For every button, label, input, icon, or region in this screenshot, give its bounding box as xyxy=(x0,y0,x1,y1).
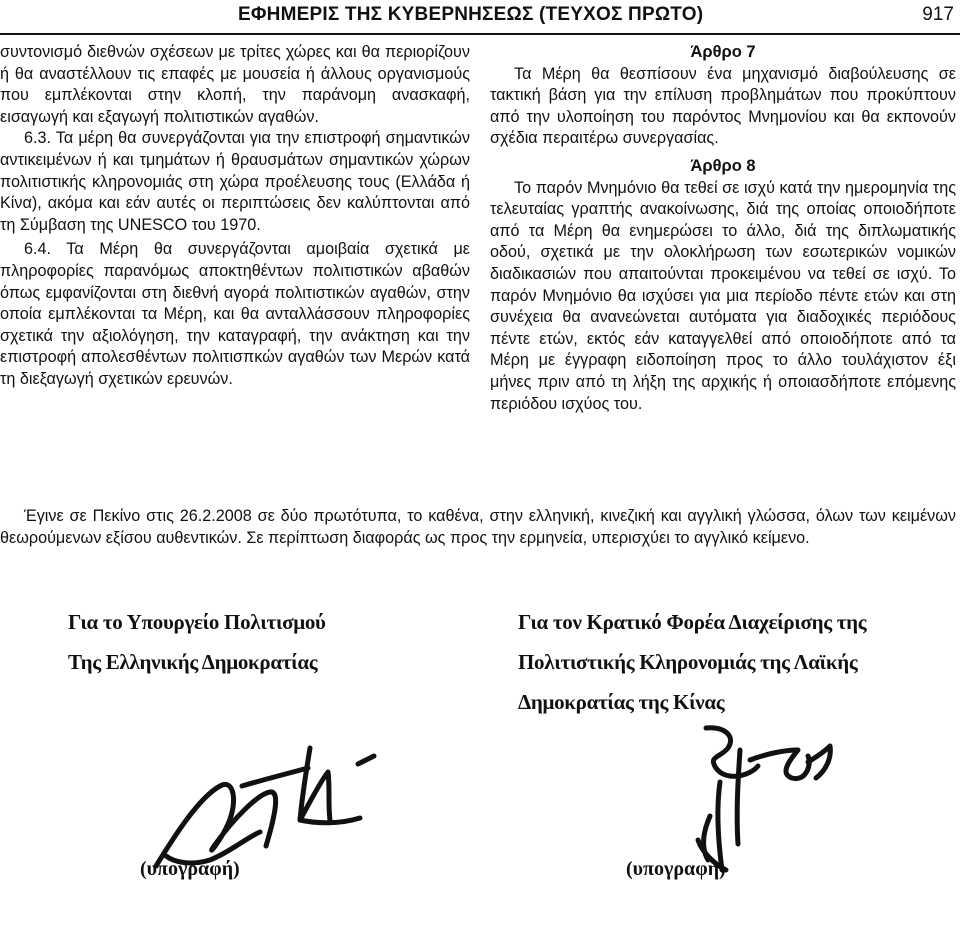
signatory-line-1: Για το Υπουργείο Πολιτισμού xyxy=(68,610,326,634)
closing-text: Έγινε σε Πεκίνο στις 26.2.2008 σε δύο πρωτότυπα, το καθένα, στην ελληνική, κινεζική και αγγλική γλώσσα, όλων των κειμένων θεωρούμενων εξίσου αυθεντικών. Σε περίπτωση διαφοράς ως προς την ερμηνεία, υπερισχύει το αγγλικό κείμενο. xyxy=(0,507,956,547)
page-header xyxy=(0,0,960,36)
article-7-text: Τα Μέρη θα θεσπίσουν ένα μηχανισμό διαβούλευσης σε τακτική βάση για την επίλυση προβλημάτων που προκύπτουν από την υλοποίηση του παρόντος Μνημονίου και θα εκπονούν σχέδια περαιτέρω συνεργασίας. xyxy=(490,64,956,148)
closing-clause xyxy=(0,506,956,549)
signature-block-greece xyxy=(68,602,468,682)
header-divider xyxy=(0,33,960,35)
left-column xyxy=(0,42,470,391)
signatory-line-2: Της Ελληνικής Δημοκρατίας xyxy=(68,650,318,674)
article-7-heading: Άρθρο 7 xyxy=(690,43,756,61)
signature-label-left: (υπογραφή) xyxy=(140,858,240,880)
signature-block-china xyxy=(518,602,958,722)
continuation-paragraph: συντονισμό διεθνών σχέσεων με τρίτες χώρες και θα περιορίζουν ή θα αναστέλλουν τις επαφές με μουσεία ή άλλους οργανισμούς που εμπλέκονται στην κλοπή, την παράνομη ανασκαφή, εισαγωγή και εξαγωγή πολιτιστικών αγαθών. xyxy=(0,43,470,126)
signature-label-right: (υπογραφή) xyxy=(626,858,726,880)
gazette-title: ΕΦΗΜΕΡΙΣ ΤΗΣ ΚΥΒΕΡΝΗΣΕΩΣ (ΤΕΥΧΟΣ ΠΡΩΤΟ) xyxy=(238,4,704,25)
article-8-heading: Άρθρο 8 xyxy=(690,156,756,175)
paragraph-6-3: 6.3. Τα μέρη θα συνεργάζονται για την επιστροφή σημαντικών αντικειμένων ή και τμημάτων ή θραυσμάτων σημαντικών χώρων πολιτιστικής κληρονομιάς στη χώρα προέλευσης τους (Ελλάδα ή Κίνα), ακόμα και εάν αυτές οι περιπτώσεις δεν καλύπτονται από τη Σύμβαση της UNESCO του 1970. xyxy=(0,129,470,234)
signatory-line-2: Πολιτιστικής Κληρονομιάς της Λαϊκής xyxy=(518,650,858,674)
page-number: 917 xyxy=(922,4,954,25)
signatory-line-3: Δημοκρατίας της Κίνας xyxy=(518,690,725,714)
right-column xyxy=(490,42,956,415)
article-8-text: Το παρόν Μνημόνιο θα τεθεί σε ισχύ κατά την ημερομηνία της τελευταίας γραπτής ανακοίνωσης, διά της οποίας οποιοδήποτε από τα Μέρη θα ενημερώσει το άλλο, διά της διπλωματικής οδού, σχετικά με την ολοκλήρωση των εσωτερικών νομικών διαδικασιών που απαιτούνται προκειμένου να τεθεί σε ισχύ. Το παρόν Μνημόνιο θα ισχύσει για μια περίοδο πέντε ετών και στη συνέχεια θα ανανεώνεται αυτόματα για διαδοχικές περιόδους πέντε ετών, εκτός εάν καταγγελθεί από οποιοδήποτε από τα Μέρη με έγγραφη ειδοποίηση προς το άλλο τουλάχιστον έξι μήνες πριν από τη λήξη της αρχικής ή οποιασδήποτε επόμενης περιόδου ισχύος του. xyxy=(490,178,956,413)
signatory-line-1: Για τον Κρατικό Φορέα Διαχείρισης της xyxy=(518,610,867,634)
paragraph-6-4: 6.4. Τα Μέρη θα συνεργάζονται αμοιβαία σχετικά με πληροφορίες παρανόμως αποκτηθέντων πολιτιστικών αβαθών όπως εμφανίζονται στη διεθνή αγορά πολιτιστικών αγαθών, στην οποία εμπλέκονται τα Μέρη, και θα ανταλλάσσουν πληροφορίες σχετικά την αξιολόγηση, την καταγραφή, την ανάκτηση και την επιστροφή απολεσθέντων πολιτισπκών αγαθών των Μερών κατά τη διεξαγωγή σχετικών ερευνών. xyxy=(0,240,470,388)
handwritten-signature-left xyxy=(150,728,410,878)
